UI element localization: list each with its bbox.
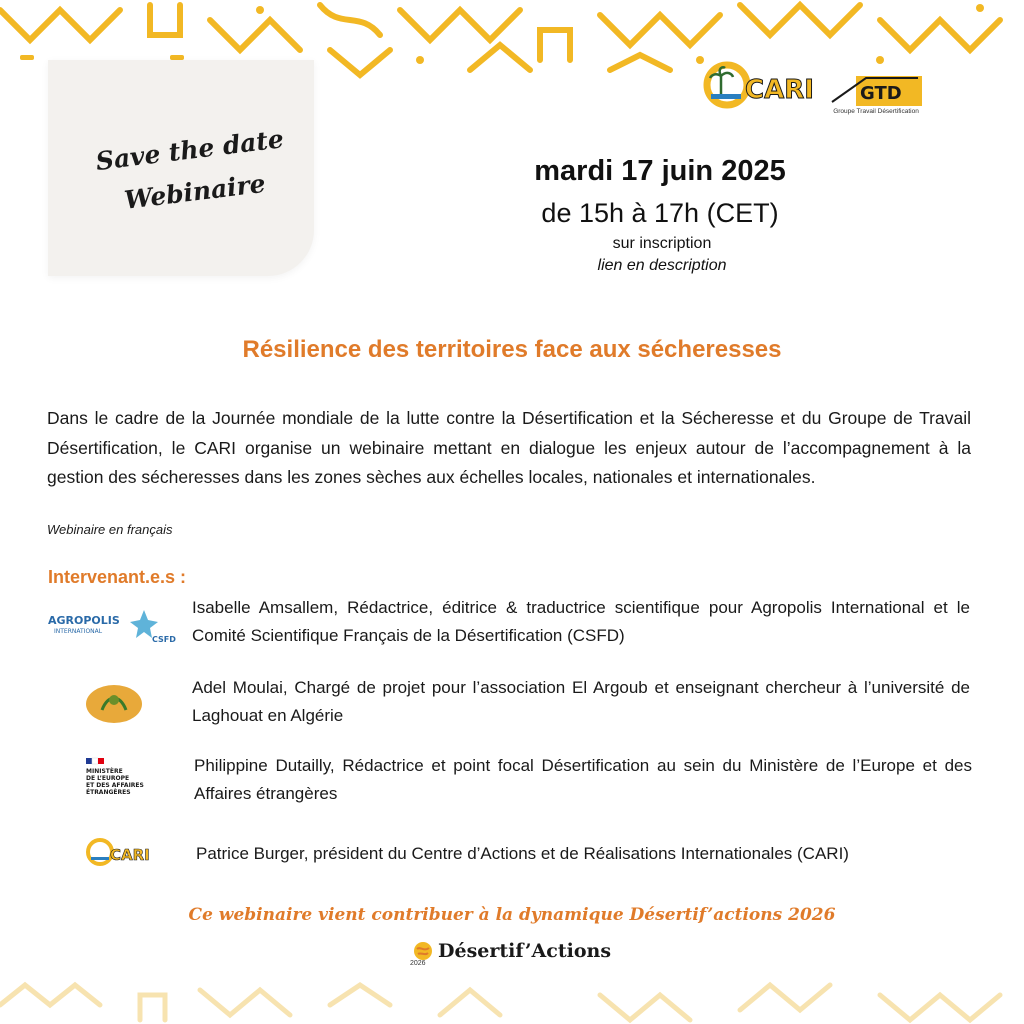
desertif-year: 2026 [410,960,426,967]
footer-tagline: Ce webinaire vient contribuer à la dynamique Désertif’actions 2026 [188,905,836,925]
agropolis-logo-text: AGROPOLIS [48,614,120,627]
intro-paragraph: Dans le cadre de la Journée mondiale de la lutte contre la Désertification et la Sécheresse et du Groupe de Travail Désertification, le CARI organise un webinaire mettant en dialogue les enjeux autour de l’accompagnement à la gestion des sécheresses dans les zones sèches aux échelles locales, nationales et internationales. [47,408,971,487]
speakers-title: Intervenant.e.s : [48,567,187,587]
ministere-logo-line: ÉTRANGÈRES [86,789,131,796]
decorative-pattern-bottom [0,975,1024,1024]
gtd-logo-text: GTD [860,83,902,104]
language-note: Webinaire en français [47,522,173,537]
agropolis-logo [48,610,118,638]
card-line-webinaire: Webinaire [122,168,268,215]
event-link-note: lien en description [597,257,727,274]
cari-logo-text: CARI [745,75,814,105]
speaker-item-burger: Patrice Burger, président du Centre d’Actions et de Réalisations Internationales (CARI) [196,844,849,863]
desertif-brand: Désertif’Actions [438,940,612,962]
speaker-item-moulai: Adel Moulai, Chargé de projet pour l’association El Argoub et enseignant chercheur à l’université de Laghouat en Algérie [192,678,970,725]
event-date: mardi 17 juin 2025 [534,155,786,187]
speaker-item-amsallem: Isabelle Amsallem, Rédactrice, éditrice & traductrice scientifique pour Agropolis International et le Comité Scientifique Français de la Désertification (CSFD) [192,598,970,645]
speaker-item-dutailly: Philippine Dutailly, Rédactrice et point focal Désertification au sein du Ministère de l’Europe et des Affaires étrangères [194,756,972,803]
save-the-date-card [48,60,314,276]
ministere-logo-line: ET DES AFFAIRES [86,782,144,789]
event-registration: sur inscription [612,235,712,252]
cari-logo [705,58,814,112]
ministere-logo-line: DE L’EUROPE [86,775,130,782]
event-time: de 15h à 17h (CET) [541,198,779,228]
save-the-date-title [88,118,297,226]
desertif-globe-icon [412,940,434,962]
el-argoub-logo [84,684,144,724]
webinar-headline: Résilience des territoires face aux sécheresses [242,336,782,363]
agropolis-logo-subtext: INTERNATIONAL [54,628,103,635]
cari-small-logo-text: CARI [110,846,150,864]
ministere-logo [86,756,146,814]
csfd-logo-text: CSFD [152,635,176,644]
gtd-caption: Groupe Travail Désertification [833,108,919,115]
csfd-logo [130,606,178,644]
card-line-save-the-date: Save the date [94,124,286,177]
cari-small-logo [86,836,150,868]
ministere-logo-line: MINISTÈRE [86,768,123,775]
